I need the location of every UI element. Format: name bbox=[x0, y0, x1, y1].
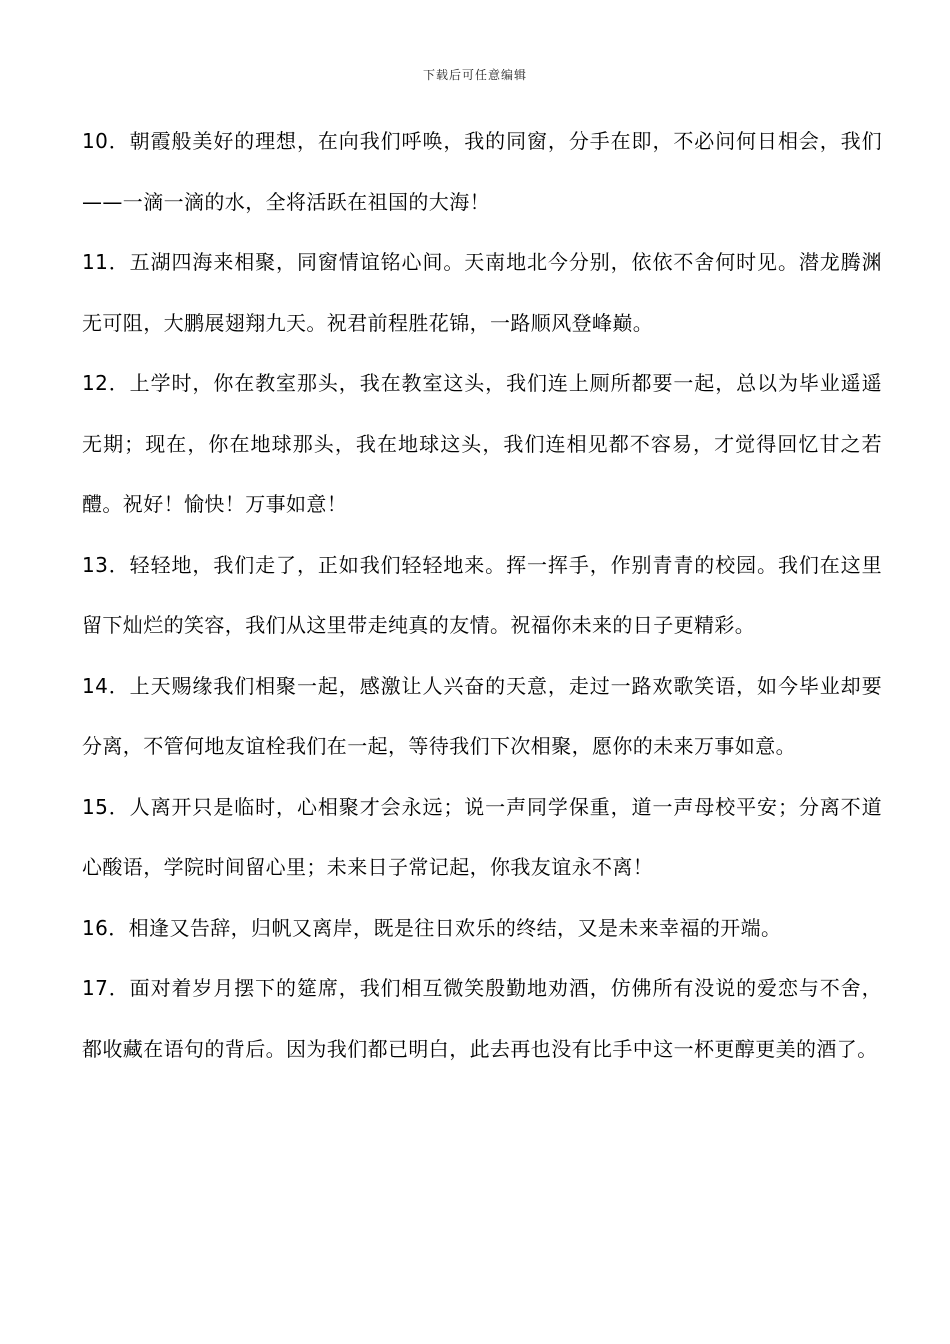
paragraph-14: 14．上天赐缘我们相聚一起，感激让人兴奋的天意，走过一路欢歌笑语，如今毕业却要分离，不管何地友谊栓我们在一起，等待我们下次相聚，愿你的未来万事如意。 bbox=[82, 673, 882, 758]
page-header: 下载后可任意编辑 bbox=[422, 68, 527, 82]
paragraph-16: 16．相逢又告辞，归帆又离岸，既是往日欢乐的终结，又是未来幸福的开端。 bbox=[82, 915, 782, 940]
paragraph-13: 13．轻轻地，我们走了，正如我们轻轻地来。挥一挥手，作别青青的校园。我们在这里留下灿烂的笑容，我们从这里带走纯真的友情。祝福你未来的日子更精彩。 bbox=[82, 552, 882, 637]
paragraph-10: 10．朝霞般美好的理想，在向我们呼唤，我的同窗，分手在即，不必问何日相会，我们——一滴一滴的水，全将活跃在祖国的大海！ bbox=[82, 129, 882, 214]
paragraph-15: 15．人离开只是临时，心相聚才会永远；说一声同学保重，道一声母校平安；分离不道心酸语，学院时间留心里；未来日子常记起，你我友谊永不离！ bbox=[82, 794, 882, 879]
paragraph-12: 12．上学时，你在教室那头，我在教室这头，我们连上厕所都要一起，总以为毕业遥遥无期；现在，你在地球那头，我在地球这头，我们连相见都不容易，才觉得回忆甘之若醴。祝好！愉快！万事如意！ bbox=[82, 371, 882, 516]
paragraph-11: 11．五湖四海来相聚，同窗情谊铭心间。天南地北今分别，依依不舍何时见。潜龙腾渊无可阻，大鹏展翅翔九天。祝君前程胜花锦，一路顺风登峰巅。 bbox=[82, 250, 882, 335]
document-body bbox=[82, 111, 882, 1079]
paragraph-17: 17．面对着岁月摆下的筵席，我们相互微笑殷勤地劝酒，仿佛所有没说的爱恋与不舍，都收藏在语句的背后。因为我们都已明白，此去再也没有比手中这一杯更醇更美的酒了。 bbox=[82, 976, 882, 1061]
